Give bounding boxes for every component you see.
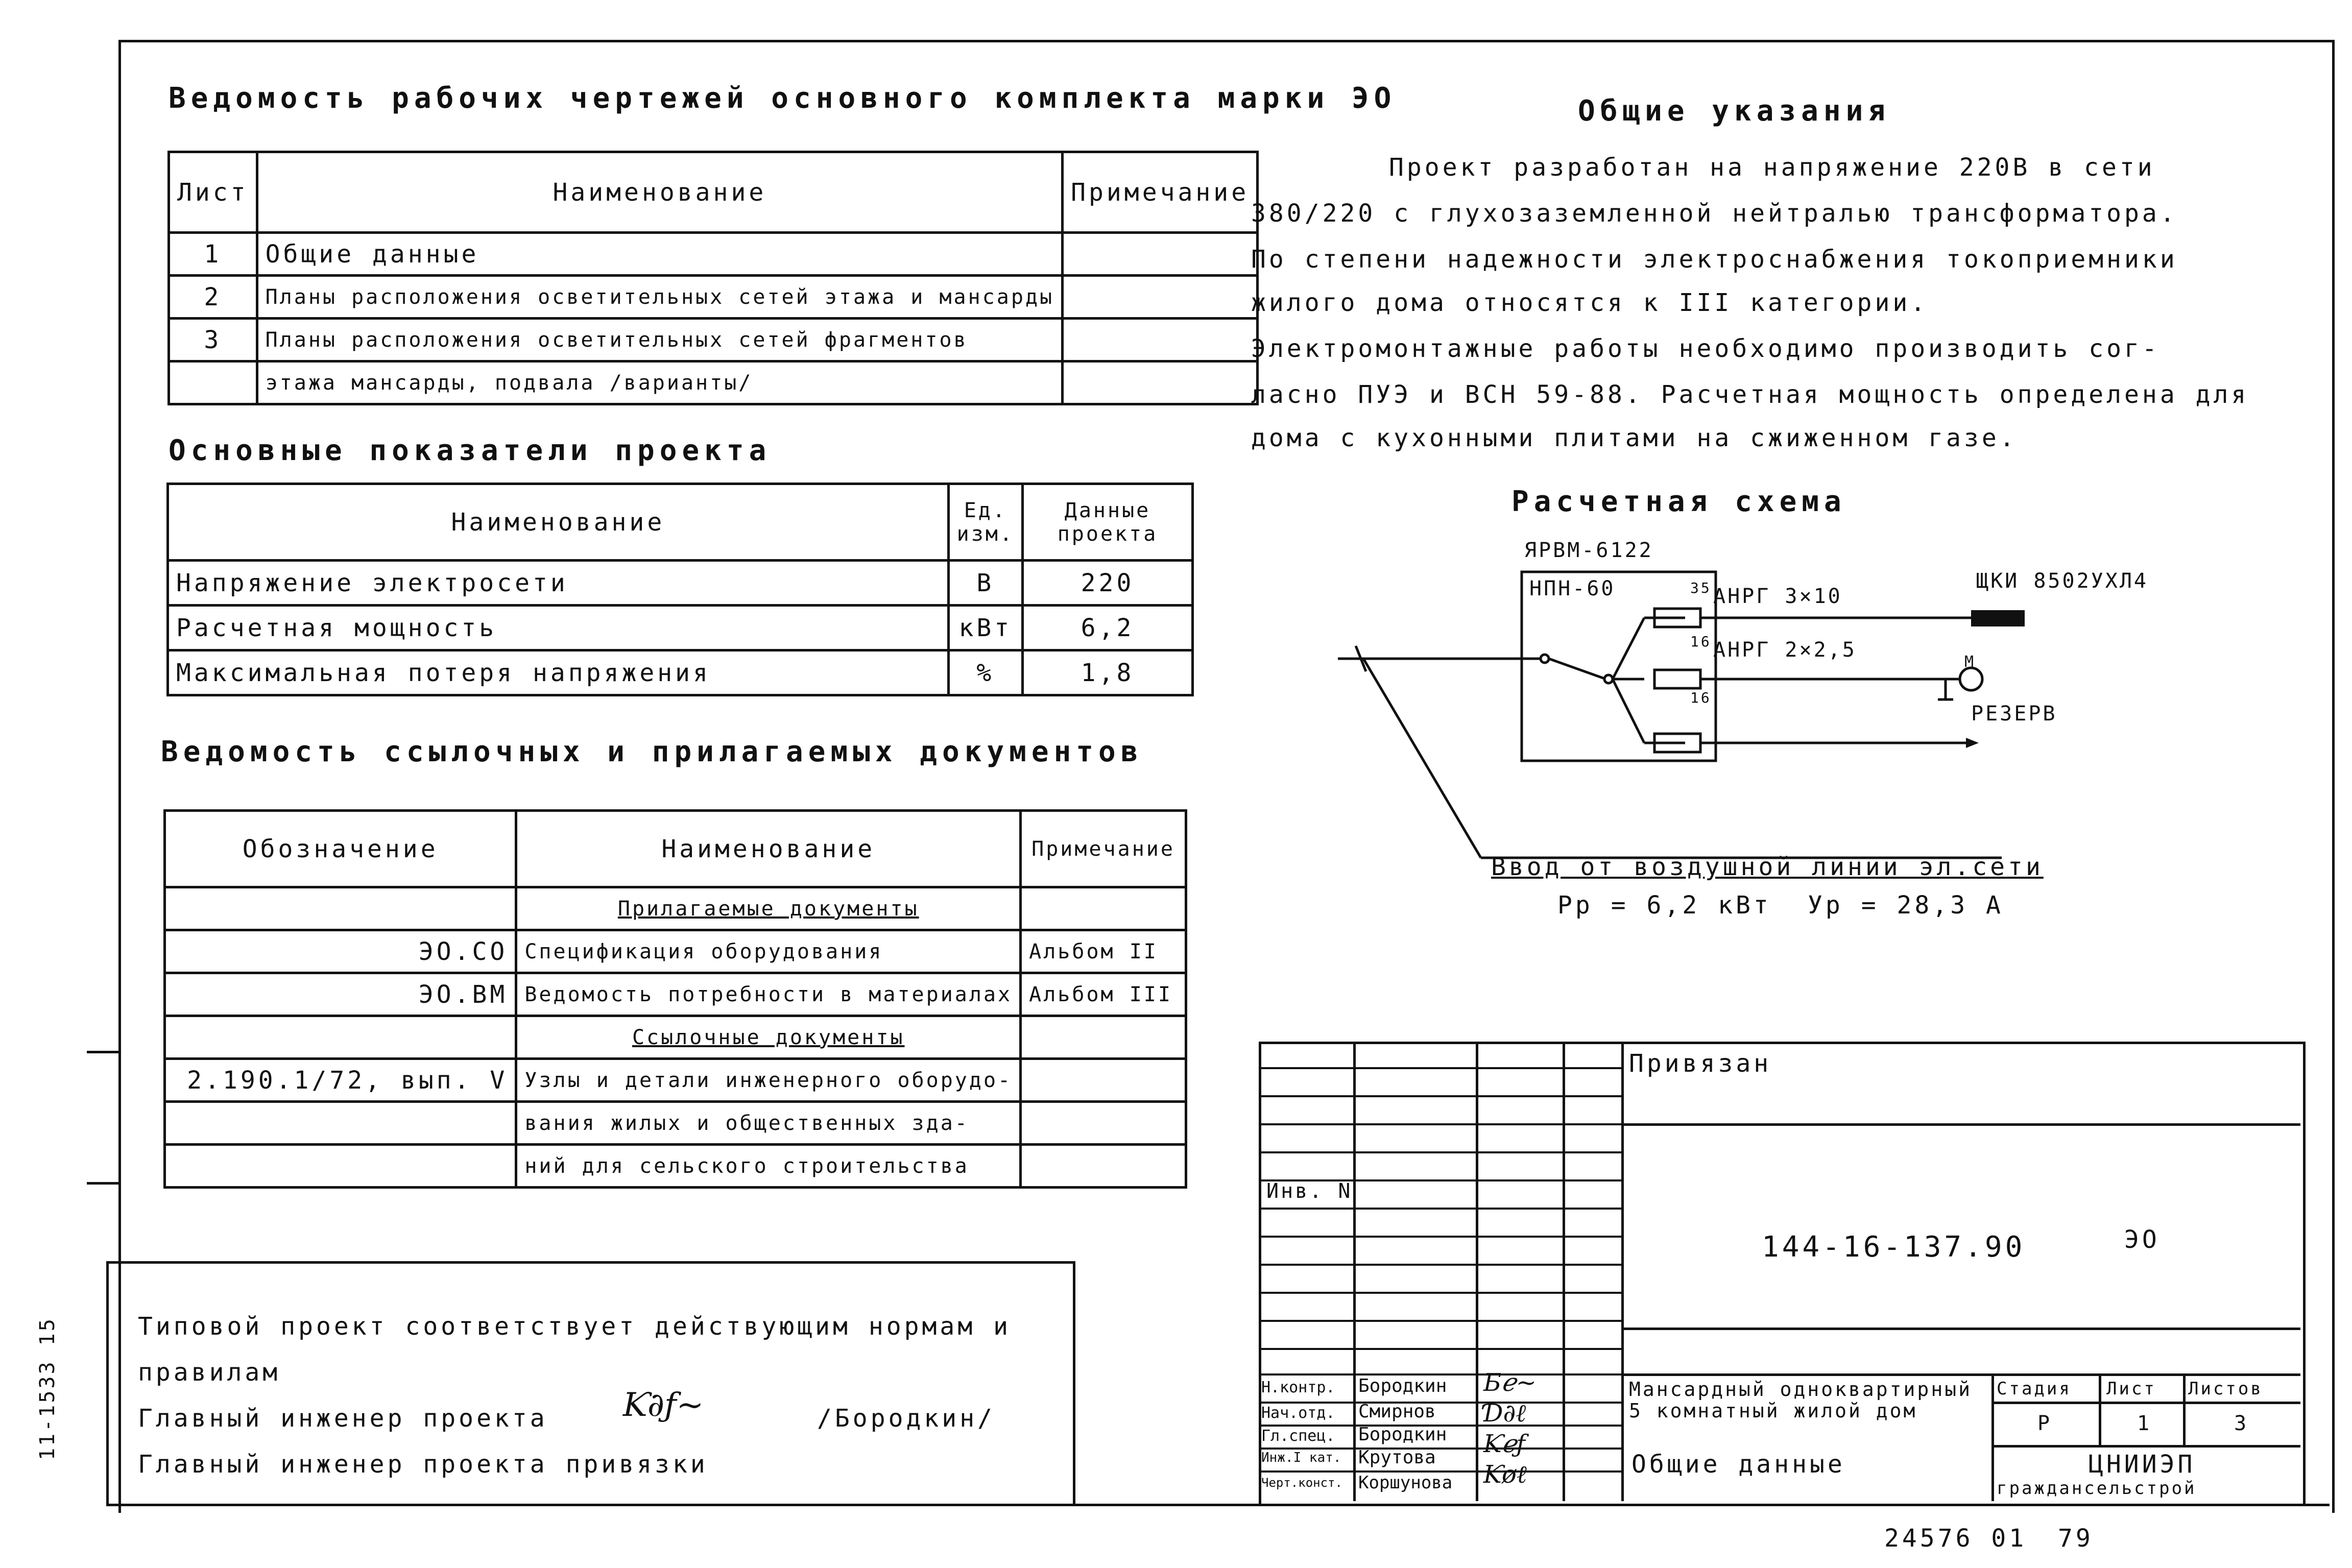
stamp-hline [1621,1123,2300,1126]
project-name: Мансардный одноквартирный 5 комнатный жилой дом [1629,1378,1972,1422]
table-row [165,1059,1186,1102]
switch-label: НПН-60 [1529,577,1616,600]
stamp-hline [1259,1448,1621,1450]
drawings-list-title: Ведомость рабочих чертежей основного комплекта марки ЭО [169,82,1397,115]
stamp-hline [1621,1373,2300,1376]
cell-code: 2.190.1/72, вып. V [165,1059,516,1102]
person-name: Коршунова [1358,1473,1453,1493]
cell-name: вания жилых и общественных зда- [516,1102,1021,1145]
linked-label: Привязан [1629,1049,1772,1078]
table-row [169,276,1258,319]
sheets-value: 3 [2234,1412,2249,1435]
stage-value: Р [2037,1412,2052,1435]
design-current: Ур = 28,3 А [1808,891,2004,920]
table-row [168,650,1193,695]
fuse-label: 16 [1690,633,1712,650]
header-code: Обозначение [165,811,516,887]
general-notes-title: Общие указания [1578,94,1891,128]
cell-code: ЭО.СО [165,930,516,973]
footer-number: 24576 01 [1884,1524,2027,1553]
header-name: Наименование [516,811,1021,887]
cell-code: ЭО.ВМ [165,973,516,1016]
signature: Ƙøℓ [1483,1460,1527,1489]
cell-note: Альбом III [1021,973,1186,1016]
margin-tick [87,1051,118,1053]
table-row [165,973,1186,1016]
person-role: Гл.спец. [1261,1427,1335,1445]
stamp-vline [1563,1042,1565,1501]
table-row [168,561,1193,606]
motor-symbol: М [1964,653,1976,671]
inv-label: Инв. N [1266,1179,1353,1203]
cell-sheet: 1 [169,233,257,276]
table-row [165,930,1186,973]
design-power: Рр = 6,2 кВт [1557,891,1771,920]
line1-cable: АНРГ 3×10 [1713,585,1842,608]
single-line-diagram [1328,551,2043,899]
margin-tick [87,1182,118,1185]
stamp-hline [1259,1348,1621,1350]
person-name: Бородкин [1358,1424,1447,1445]
panel-type: ЯРВМ-6122 [1524,539,1653,562]
note-line: По степени надежности электроснабжения токоприемники [1251,245,2178,274]
table-row [169,319,1258,361]
stamp-vline [2099,1373,2101,1445]
cell-name: Спецификация оборудования [516,930,1021,973]
chief-engineer-name: /Бородкин/ [817,1404,995,1433]
cell-name: Планы расположения осветительных сетей этажа и мансарды [257,276,1063,319]
fuse-label: 16 [1690,689,1712,706]
header-note: Примечание [1021,811,1186,887]
organization-name: ЦНИИЭП [2089,1450,2196,1479]
cell-name: Прилагаемые документы [516,887,1021,930]
header-name: Наименование [168,484,949,561]
cell-name: Напряжение электросети [168,561,949,606]
references-title: Ведомость ссылочных и прилагаемых документов [161,735,1143,768]
cell-note: Альбом II [1021,930,1186,973]
cell-note [1063,319,1258,361]
note-line: дома с кухонными плитами на сжиженном газе. [1251,424,2018,452]
stamp-hline [1259,1208,1621,1210]
cell-note [1021,887,1186,930]
fuse-label: 35 [1690,580,1712,596]
document-code: 144-16-137.90 [1762,1231,2026,1264]
organization-dept: граждансельстрой [1997,1478,2197,1499]
note-line: 380/220 с глухозаземленной нейтралью трансформатора. [1251,199,2178,228]
person-role: Нач.отд. [1261,1404,1335,1422]
stamp-vline [2183,1373,2186,1445]
cell-note [1063,276,1258,319]
cell-code [165,1016,516,1059]
header-value: Данные проекта [1023,484,1193,561]
switch-blade [1549,659,1606,679]
table-row [169,233,1258,276]
stamp-hline [1259,1151,1621,1153]
header-name: Наименование [257,152,1063,233]
stamp-hline [1991,1445,2300,1448]
header-sheet: Лист [169,152,257,233]
stamp-vline [1991,1373,1994,1501]
compliance-line-2: правилам [138,1358,281,1387]
fuse-2 [1654,670,1700,688]
person-name: Крутова [1358,1447,1436,1468]
cell-name: Расчетная мощность [168,606,949,650]
cell-code [165,887,516,930]
compliance-line-4: Главный инженер проекта привязки [138,1450,708,1479]
stamp-hline [1259,1264,1621,1266]
cell-note [1063,361,1258,404]
cell-name: Ссылочные документы [516,1016,1021,1059]
line3-label: РЕЗЕРВ [1971,702,2057,726]
line2-cable: АНРГ 2×2,5 [1713,638,1857,662]
stamp-hline [1259,1236,1621,1238]
sheet-header: Лист [2106,1379,2156,1399]
stamp-hline [1259,1067,1621,1069]
stamp-hline [1991,1402,2300,1404]
cell-note [1063,233,1258,276]
person-role: Н.контр. [1261,1379,1335,1396]
table-row [165,1016,1186,1059]
cell-name: Планы расположения осветительных сетей фрагментов [257,319,1063,361]
stamp-vline [1476,1042,1478,1501]
cell-sheet: 2 [169,276,257,319]
indicators-table [166,483,1194,696]
document-mark: ЭО [2124,1225,2160,1254]
cell-unit: В [948,561,1022,606]
sheet-value: 1 [2137,1412,2152,1435]
indicators-title: Основные показатели проекта [169,434,772,467]
side-stamp: 11-1533 15 [36,1317,59,1460]
cell-unit: кВт [948,606,1022,650]
note-line: жилого дома относятся к III категории. [1251,288,1929,317]
chief-engineer-signature: Ƙ∂ƒ~ [623,1386,704,1424]
person-row [1261,1379,1335,1396]
drawings-list-table [167,151,1259,405]
cell-value: 6,2 [1023,606,1193,650]
line1-target: ЩКИ 8502УХЛ4 [1976,569,2148,593]
stamp-hline [1259,1095,1621,1097]
note-line: Электромонтажные работы необходимо производить сог- [1251,334,2160,363]
cell-name: Максимальная потеря напряжения [168,650,949,695]
cell-note [1021,1059,1186,1102]
signature: Ƙℯƒ [1483,1430,1526,1458]
cell-code [165,1145,516,1188]
person-role: Черт.конст. [1261,1476,1342,1490]
note-line: Проект разработан на напряжение 220В в сети [1389,153,2155,182]
chief-engineer-label: Главный инженер проекта [138,1404,548,1433]
note-line: ласно ПУЭ и ВСН 59-88. Расчетная мощность определена для [1251,380,2249,409]
person-role: Инж.I кат. [1261,1450,1341,1465]
table-row [165,887,1186,930]
cell-code [165,1102,516,1145]
table-row [165,1145,1186,1188]
references-table [163,809,1187,1189]
cell-sheet [169,361,257,404]
sheet-title: Общие данные [1631,1450,1845,1479]
stage-header: Стадия [1997,1379,2072,1399]
cell-unit: % [948,650,1022,695]
table-row [168,606,1193,650]
sheets-header: Листов [2188,1379,2263,1399]
input-label: Ввод от воздушной линии эл.сети [1491,853,2044,881]
motor-symbol [1960,668,1982,690]
cell-sheet: 3 [169,319,257,361]
signature: Ƃℯ~ [1483,1368,1537,1397]
stamp-hline [1259,1292,1621,1294]
signature: Ɗ∂ℓ [1483,1399,1526,1428]
table-row [165,1102,1186,1145]
stamp-vline [1353,1042,1356,1501]
stamp-hline [1259,1320,1621,1322]
stamp-hline [1259,1123,1621,1125]
cell-note [1021,1016,1186,1059]
panel-shchk [1971,610,2025,626]
table-row [169,361,1258,404]
cell-note [1021,1145,1186,1188]
cell-note [1021,1102,1186,1145]
input-leader [1363,659,1481,858]
stamp-hline [1621,1328,2300,1330]
header-note: Примечание [1063,152,1258,233]
cell-value: 220 [1023,561,1193,606]
cell-name: этажа мансарды, подвала /варианты/ [257,361,1063,404]
cell-name: Узлы и детали инженерного оборудо- [516,1059,1021,1102]
cell-name: Общие данные [257,233,1063,276]
header-unit: Ед. изм. [948,484,1022,561]
person-name: Смирнов [1358,1401,1436,1422]
compliance-line-1: Типовой проект соответствует действующим нормам и [138,1312,1012,1341]
cell-name: Ведомость потребности в материалах [516,973,1021,1016]
cell-name: ний для сельского строительства [516,1145,1021,1188]
person-name: Бородкин [1358,1376,1447,1396]
scheme-title: Расчетная схема [1511,485,1846,518]
stamp-hline [1259,1402,1621,1404]
cell-value: 1,8 [1023,650,1193,695]
footer-page: 79 [2058,1524,2094,1553]
